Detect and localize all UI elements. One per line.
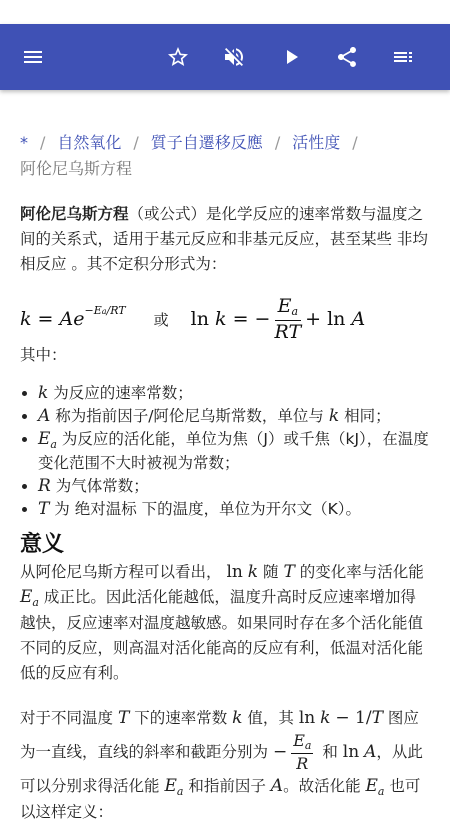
share-icon bbox=[335, 45, 359, 69]
breadcrumb-item-root[interactable]: * bbox=[20, 133, 28, 152]
breadcrumb-item-natural-oxidation[interactable]: 自然氧化 bbox=[57, 133, 122, 152]
play-icon bbox=[279, 45, 303, 69]
play-button[interactable] bbox=[269, 24, 313, 90]
star-icon bbox=[166, 45, 190, 69]
breadcrumb-current: 阿伦尼乌斯方程 bbox=[20, 159, 133, 178]
formula-or: 或 bbox=[153, 310, 169, 329]
app-bar bbox=[0, 24, 450, 90]
playlist-button[interactable] bbox=[381, 24, 425, 90]
mute-button[interactable] bbox=[212, 24, 256, 90]
list-item: • T 为 绝对温标 下的温度，单位为开尔文（K）。 bbox=[38, 498, 430, 521]
menu-button[interactable] bbox=[11, 24, 55, 90]
playlist-icon bbox=[391, 45, 415, 69]
significance-paragraph: 从阿伦尼乌斯方程可以看出， ln k 随 T 的变化率与活化能 $E_a$ 成正比。因此活化能越低，温度升高时反应速率增加得越快，反应速率对温度越敏感。如果同时存在多个活化能值不同的反应，则高温对活化能高的反应有利，低温对活化能低的反应有利。 bbox=[20, 562, 424, 682]
breadcrumb-item-activity[interactable]: 活性度 bbox=[292, 133, 341, 152]
article-content bbox=[0, 130, 450, 825]
breadcrumb-separator: / bbox=[40, 133, 46, 152]
intro-text: （或公式）是化学反应的速率常数与温度之间的关系式，适用于基元反应和非基元反应，甚至某些 非均相反应 。其不定积分形式为： bbox=[20, 205, 428, 273]
list-item: • A 称为指前因子/阿伦尼乌斯常数，单位与 k 相同； bbox=[38, 405, 430, 428]
breadcrumb-separator: / bbox=[133, 133, 139, 152]
breadcrumb-separator: / bbox=[352, 133, 358, 152]
list-item: • $E_a$ 为反应的活化能，单位为焦（J）或千焦（kJ），在温度变化范围不大时被视为常数； bbox=[38, 428, 430, 475]
intro-paragraph bbox=[20, 202, 430, 277]
linear-plot-paragraph: 对于不同温度 T 下的速率常数 k 值，其 ln k − 1/T 图应为一直线，直线的斜率和截距分别为 − $\frac{Ea}{R}$ 和 ln A，从此可以分别求得活化能 $E_a$ 和指前因子 A。故活化能 $E_a$ 也可以这样定义： bbox=[20, 708, 423, 821]
favorite-button[interactable] bbox=[156, 24, 200, 90]
list-item: • R 为气体常数； bbox=[38, 475, 430, 498]
variable-list bbox=[20, 382, 430, 521]
section-heading: 意义 bbox=[20, 532, 65, 557]
breadcrumb bbox=[20, 130, 430, 182]
menu-icon bbox=[21, 45, 45, 69]
status-bar bbox=[0, 0, 450, 24]
article-title-term: 阿伦尼乌斯方程 bbox=[20, 205, 129, 223]
volume-off-icon bbox=[222, 45, 246, 69]
breadcrumb-item-autoprotolysis[interactable]: 質子自遷移反應 bbox=[150, 133, 263, 152]
arrhenius-formula: k = Ae −Ea/RT 或 ln k = − $\frac{Ea}{RT}$ + ln A bbox=[20, 295, 366, 343]
breadcrumb-separator: / bbox=[274, 133, 281, 152]
share-button[interactable] bbox=[325, 24, 369, 90]
list-item: • k 为反应的速率常数； bbox=[38, 382, 430, 405]
where-label: 其中： bbox=[20, 346, 67, 364]
